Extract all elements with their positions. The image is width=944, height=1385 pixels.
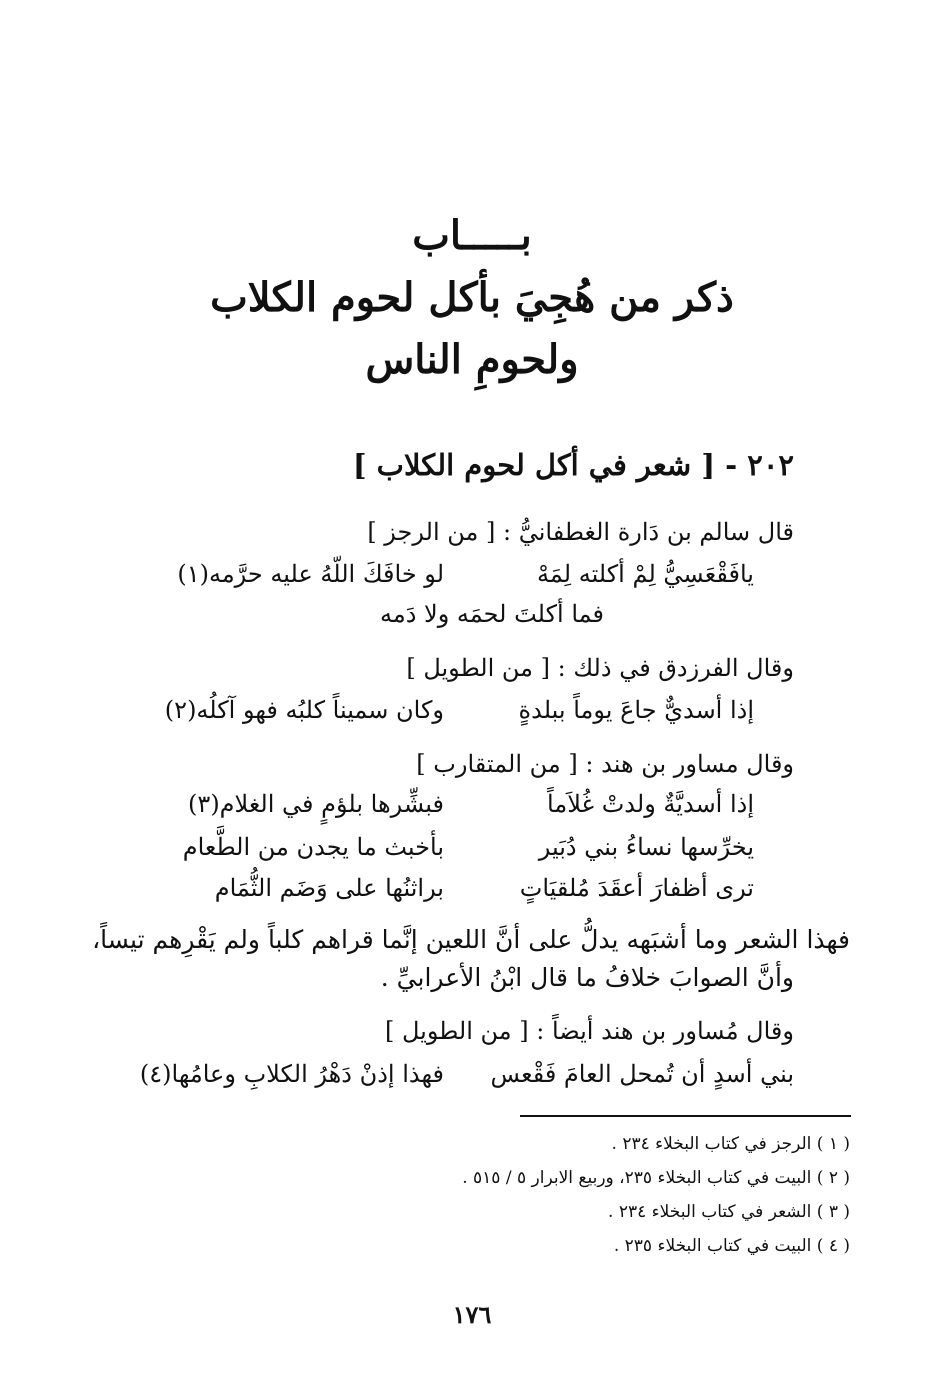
poem3-line1-first-hemistich: إذا أسديَّةٌ ولدتْ غُلاَماً xyxy=(547,790,754,818)
section-heading: ٢٠٢ - [ شعر في أكل لحوم الكلاب ] xyxy=(352,448,794,482)
footnote-2: ( ٢ ) البيت في كتاب البخلاء ٢٣٥، وربيع الابرار ٥ / ٥١٥ . xyxy=(462,1168,850,1188)
poem4-line1-first-hemistich: بني أسدٍ أن تُمحل العامَ فَقْعس xyxy=(490,1060,794,1088)
poem1-intro: قال سالم بن دَارة الغطفانيُّ : [ من الرجز ] xyxy=(367,518,794,546)
poem1-line2: فما أكلتَ لحمَه ولا دَمه xyxy=(379,600,604,628)
poem3-line3-first-hemistich: ترى أظفارَ أعقَدَ مُلقيَاتٍ xyxy=(519,874,754,902)
footnote-separator xyxy=(520,1115,851,1117)
chapter-label: بـــــاب xyxy=(412,212,532,259)
prose-line1: فهذا الشعر وما أشبَهه يدلُّ على أنَّ اللعين إنَّما قراهم كلباً ولم يَقْرِهم تيساً، xyxy=(92,925,850,954)
poem2-line1-second-hemistich: وكان سميناً كلبُه فهو آكلُه(٢) xyxy=(164,696,444,724)
chapter-title-line2: ولحومِ الناس xyxy=(365,336,579,383)
poem1-line1-first-hemistich: يافَقْعَسِيُّ لِمْ أكلته لِمَهْ xyxy=(537,560,754,588)
poem2-line1-first-hemistich: إذا أسديٌّ جاعَ يوماً ببلدةٍ xyxy=(518,696,754,724)
poem3-line1-second-hemistich: فبشِّرها بلؤمٍ في الغلام(٣) xyxy=(188,790,444,818)
footnote-4: ( ٤ ) البيت في كتاب البخلاء ٢٣٥ . xyxy=(613,1236,850,1256)
prose-line2: وأنَّ الصوابَ خلافُ ما قال ابْنُ الأعرابيِّ . xyxy=(380,963,794,992)
poem3-intro: وقال مساور بن هند : [ من المتقارب ] xyxy=(416,750,794,778)
footnote-1: ( ١ ) الرجز في كتاب البخلاء ٢٣٤ . xyxy=(611,1134,850,1154)
poem3-line2-second-hemistich: بأخبث ما يجدن من الطَّعام xyxy=(182,833,444,861)
poem4-intro: وقال مُساور بن هند أيضاً : [ من الطويل ] xyxy=(384,1017,794,1045)
poem1-line1-second-hemistich: لو خافَكَ اللّهُ عليه حرَّمه(١) xyxy=(177,560,444,588)
chapter-title-line1: ذكر من هُجِيَ بأكل لحوم الكلاب xyxy=(210,274,734,321)
poem2-intro: وقال الفرزدق في ذلك : [ من الطويل ] xyxy=(406,654,794,682)
poem3-line3-second-hemistich: براثنُها على وَضَم الثُّمَام xyxy=(214,874,444,902)
footnote-3: ( ٣ ) الشعر في كتاب البخلاء ٢٣٤ . xyxy=(608,1202,850,1222)
poem4-line1-second-hemistich: فهذا إذنْ دَهْرُ الكلابِ وعامُها(٤) xyxy=(139,1060,444,1088)
page-number: ١٧٦ xyxy=(452,1300,492,1329)
poem3-line2-first-hemistich: يخرِّسها نساءُ بني دُبَير xyxy=(538,833,754,861)
